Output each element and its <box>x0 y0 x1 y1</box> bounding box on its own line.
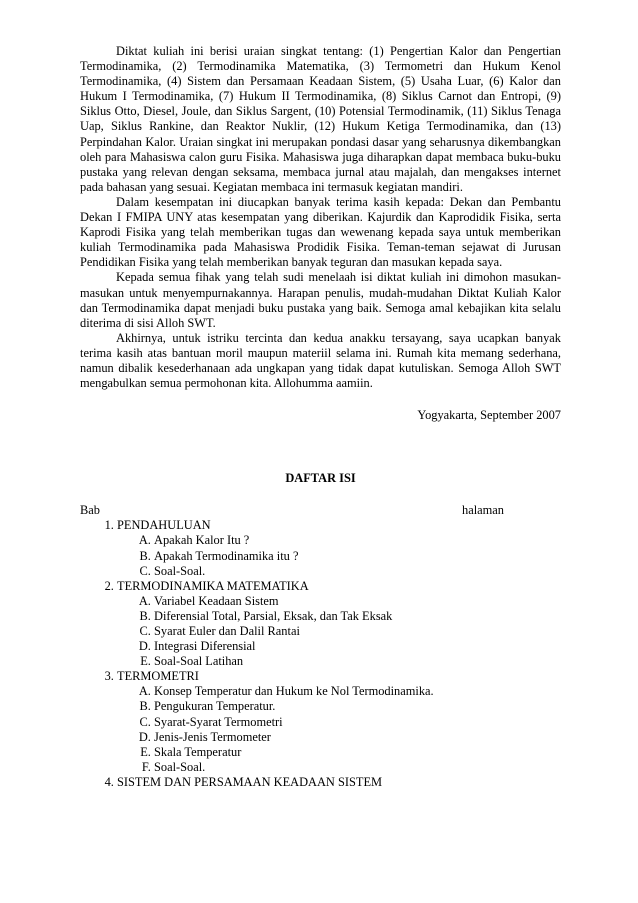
toc-chapter-title: TERMODINAMIKA MATEMATIKA <box>117 578 309 593</box>
toc-chapter <box>117 775 561 790</box>
toc-subsection: A. Apakah Kalor Itu ? <box>154 533 561 548</box>
preface-paragraph-3: Kepada semua fihak yang telah sudi menelaah isi diktat kuliah ini dimohon masukan-masukan untuk menyempurnakannya. Harapan penulis, mudah-mudahan Diktat Kuliah Kalor dan Termodinamika dapat menjadi buku pustaka yang baik. Semoga amal kebajikan kita selalu diterima di sisi Alloh SWT. <box>80 270 561 330</box>
toc-col-halaman: halaman <box>462 503 504 518</box>
toc-subsection: E. Soal-Soal Latihan <box>154 654 561 669</box>
toc-subsection: D. Jenis-Jenis Termometer <box>154 730 561 745</box>
toc-chapter <box>117 579 561 670</box>
preface-paragraph-4: Akhirnya, untuk istriku tercinta dan kedua anakku tersayang, saya ucapkan banyak terima kasih atas bantuan moril maupun materiil selama ini. Rumah kita memang sederhana, namun dibalik kesederhanaan ada ungkapan yang tidak dapat kutuliskan. Semoga Alloh SWT mengabulkan semua permohonan kita. Allohumma aamiin. <box>80 330 561 391</box>
toc-subsection: A. Variabel Keadaan Sistem <box>154 594 561 609</box>
toc-chapter-list <box>80 518 561 790</box>
toc-chapter-title: SISTEM DAN PERSAMAAN KEADAAN SISTEM <box>117 774 383 789</box>
toc-subsection: C. Syarat-Syarat Termometri <box>154 715 561 730</box>
toc-subsection: C. Soal-Soal. <box>154 564 561 579</box>
preface-paragraph-1: Diktat kuliah ini berisi uraian singkat tentang: (1) Pengertian Kalor dan Pengertian Termodinamika, (2) Termodinamika Matematika, (3) Termometri dan Hukum Kenol Termodinamika, (4) Sistem dan Persamaan Keadaan Sistem, (5) Usaha Luar, (6) Kalor dan Hukum I Termodinamika, (7) Hukum II Termodinamika, (8) Siklus Carnot dan Entropi, (9) Siklus Otto, Diesel, Joule, dan Siklus Sargent, (10) Potensial Termodinamik, (11) Siklus Tenaga Uap, Siklus Rankine, dan Reaktor Nuklir, (12) Hukum Ketiga Termodinamika, dan (13) Perpindahan Kalor. Uraian singkat ini merupakan pondasi dasar yang seharusnya dikembangkan oleh para Mahasiswa calon guru Fisika. Mahasiswa juga diharapkan dapat membaca buku-buku pustaka yang relevan dengan seksama, membaca jurnal atau majalah, dan mengakses internet pada bahasan yang sesuai. Kegiatan membaca ini termasuk kegiatan mandiri. <box>80 44 561 194</box>
toc-subsection-list <box>117 594 561 669</box>
document-page <box>80 44 561 790</box>
toc-chapter <box>117 669 561 775</box>
toc-chapter-title: TERMOMETRI <box>117 669 199 684</box>
toc-column-header <box>80 503 561 518</box>
toc-chapter <box>117 518 561 578</box>
toc-subsection: B. Apakah Termodinamika itu ? <box>154 549 561 564</box>
toc-subsection: E. Skala Temperatur <box>154 745 561 760</box>
toc-subsection-list <box>117 684 561 775</box>
toc-title: DAFTAR ISI <box>285 471 356 486</box>
place-date-signature: Yogyakarta, September 2007 <box>417 408 561 423</box>
toc-subsection: B. Pengukuran Temperatur. <box>154 699 561 714</box>
toc-subsection: B. Diferensial Total, Parsial, Eksak, dan Tak Eksak <box>154 609 561 624</box>
preface-paragraph-2: Dalam kesempatan ini diucapkan banyak terima kasih kepada: Dekan dan Pembantu Dekan I FMIPA UNY atas kesempatan yang diberikan. Kajurdik dan Kaprodidik Fisika, serta Kaprodi Fisika yang telah memberikan tugas dan wewenang kepada saya untuk memberikan kuliah Termodinamika pada Mahasiswa Prodidik Fisika. Teman-teman sejawat di Jurusan Pendidikan Fisika yang telah memberikan banyak teguran dan masukan kepada saya. <box>80 194 561 270</box>
toc-chapter-title: PENDAHULUAN <box>117 518 211 533</box>
toc-subsection: A. Konsep Temperatur dan Hukum ke Nol Termodinamika. <box>154 684 561 699</box>
toc-subsection: D. Integrasi Diferensial <box>154 639 561 654</box>
toc-subsection-list <box>117 533 561 578</box>
toc-subsection: C. Syarat Euler dan Dalil Rantai <box>154 624 561 639</box>
toc-col-bab: Bab <box>80 503 100 518</box>
toc-subsection: F. Soal-Soal. <box>154 760 561 775</box>
